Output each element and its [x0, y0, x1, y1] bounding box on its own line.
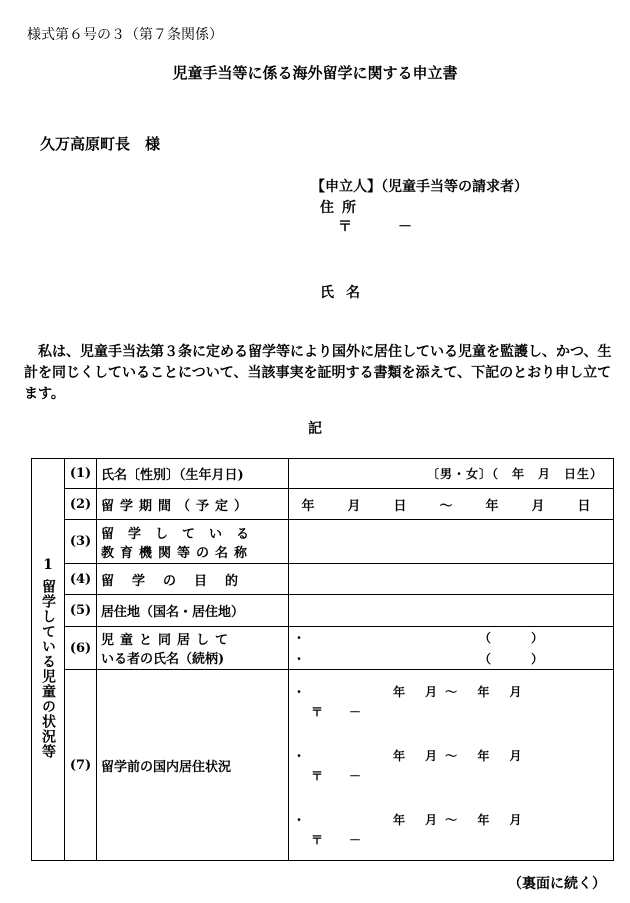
name-label: 氏名: [320, 285, 372, 301]
table-row: [32, 459, 614, 489]
row-value-cell[interactable]: [289, 670, 614, 861]
postal-dash: －: [398, 219, 412, 235]
row-value-cell[interactable]: [289, 564, 614, 595]
residence-postal-line: [293, 829, 609, 849]
cohabitant-line: [293, 627, 609, 648]
cohabitant-line: [293, 648, 609, 669]
table-row: [32, 670, 614, 861]
row-number: (3): [65, 520, 97, 564]
bullet: ・: [293, 812, 306, 827]
row-label: 留学期間（予定）: [97, 489, 289, 520]
relationship-paren: （ ）: [479, 631, 558, 645]
postal-mark: 〒: [311, 768, 324, 783]
postal-dash: －: [349, 704, 362, 719]
row-label: 留学前の国内居住状況: [97, 670, 289, 861]
row-label-line: いる者の氏名（続柄): [101, 652, 225, 667]
table-row: [32, 564, 614, 595]
applicant-heading: 【申立人】（児童手当等の請求者）: [311, 179, 528, 195]
row-value-cell[interactable]: [289, 520, 614, 564]
section-number: 1: [43, 556, 53, 573]
postal-mark: 〒: [338, 219, 352, 235]
section-title: 留学している児童の状況等: [40, 578, 56, 759]
address-label: 住所: [320, 200, 364, 216]
residence-dates: 年 月～ 年 月: [393, 748, 530, 763]
study-period-template: 年 月 日 ～ 年 月 日: [301, 498, 601, 514]
residence-entry: [293, 681, 609, 701]
residence-postal-line: [293, 765, 609, 785]
row-value-cell[interactable]: [289, 627, 614, 670]
row-label: 居住地（国名・居住地）: [97, 595, 289, 627]
row-label: [97, 627, 289, 670]
row-number: (2): [65, 489, 97, 520]
row-label-line: 児童と同居して: [101, 633, 235, 648]
row-number: (4): [65, 564, 97, 595]
residence-dates: 年 月～ 年 月: [393, 684, 530, 699]
row-label: [97, 520, 289, 564]
residence-entry: [293, 809, 609, 829]
postal-dash: －: [349, 832, 362, 847]
study-abroad-table: [31, 458, 614, 861]
bullet: ・: [293, 631, 306, 645]
residence-postal-line: [293, 701, 609, 721]
residence-entry: [293, 745, 609, 765]
residence-dates: 年 月～ 年 月: [393, 812, 530, 827]
row-value-cell[interactable]: [289, 459, 614, 489]
row-number: (1): [65, 459, 97, 489]
row-number: (7): [65, 670, 97, 861]
row-label: 留学の目的: [97, 564, 289, 595]
row-label: 氏名〔性別〕（生年月日): [97, 459, 289, 489]
continued-note: （裏面に続く）: [508, 876, 606, 892]
ki-heading: 記: [308, 421, 322, 437]
row-label-line: 留学している: [101, 526, 264, 542]
bullet: ・: [293, 652, 306, 666]
table-row: [32, 520, 614, 564]
statement-paragraph: 私は、児童手当法第３条に定める留学等により国外に居住している児童を監護し、かつ、生計を同じくしていることについて、当該事実を証明する書類を添えて、下記のとおり申し立てます。: [24, 344, 612, 402]
table-row: [32, 489, 614, 520]
form-number: 様式第６号の３（第７条関係）: [27, 27, 223, 43]
addressee: 久万高原町長 様: [40, 135, 161, 153]
relationship-paren: （ ）: [479, 652, 558, 666]
document-title: 児童手当等に係る海外留学に関する申立書: [172, 64, 458, 82]
postal-mark: 〒: [311, 704, 324, 719]
postal-mark: 〒: [311, 832, 324, 847]
row-value-cell[interactable]: [289, 595, 614, 627]
row-number: (6): [65, 627, 97, 670]
bullet: ・: [293, 748, 306, 763]
row-value-cell[interactable]: [289, 489, 614, 520]
bullet: ・: [293, 684, 306, 699]
row-number: (5): [65, 595, 97, 627]
row-label-line: 教育機関等の名称: [101, 545, 254, 561]
postal-dash: －: [349, 768, 362, 783]
gender-birthdate-template: 〔男・女〕（ 年 月 日生）: [426, 467, 603, 481]
table-row: [32, 627, 614, 670]
section-cell: [32, 459, 65, 861]
table-row: [32, 595, 614, 627]
